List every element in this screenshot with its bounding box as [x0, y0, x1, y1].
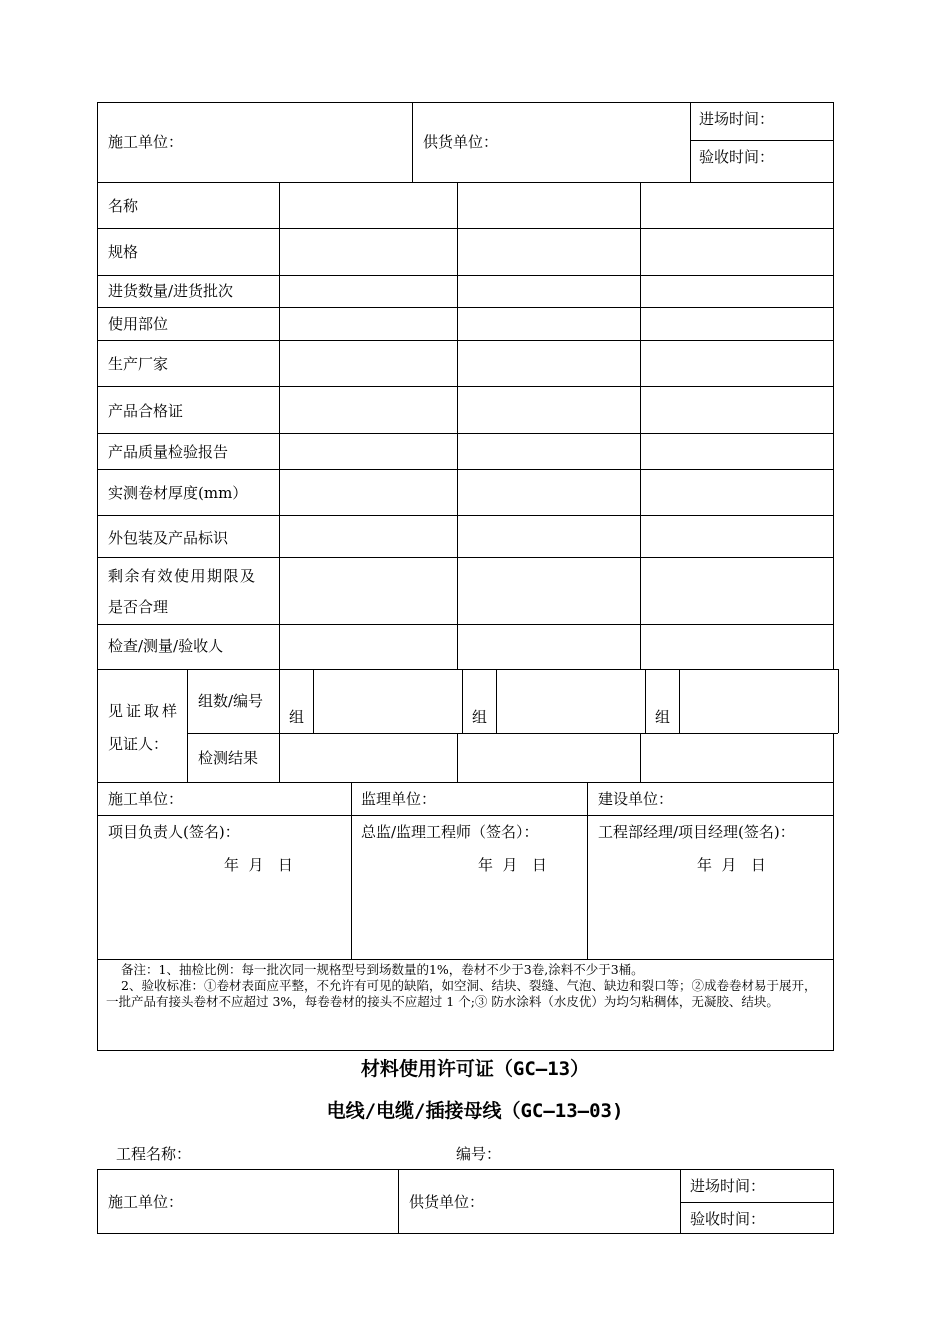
construction-unit-label: 施工单位： [108, 133, 184, 151]
witness-label-line1: 见证取样 [108, 702, 181, 720]
sign-supervision-unit: 监理单位： [361, 790, 437, 808]
section2-supplier-unit: 供货单位： [409, 1193, 485, 1211]
row-label-inspector: 检查/测量/验收人 [108, 637, 224, 655]
supplier-unit-label: 供货单位： [423, 133, 499, 151]
chief-supervisor-signature: 总监/监理工程师（签名）： [361, 823, 539, 841]
row-label-certificate: 产品合格证 [108, 402, 184, 420]
section-title-wire-cable: 电线/电缆/插接母线（GC—13—03) [326, 1100, 624, 1122]
section2-construction-unit: 施工单位： [108, 1193, 184, 1211]
entry-time-label: 进场时间： [699, 110, 775, 128]
witness-label-line2: 见证人： [108, 735, 169, 753]
number-label: 编号： [456, 1145, 502, 1163]
acceptance-time-label: 验收时间： [699, 148, 775, 166]
group-char-3: 组 [655, 708, 671, 726]
row-label-validity-line1: 剩余有效使用期限及 [108, 567, 257, 585]
row-label-quality-report: 产品质量检验报告 [108, 443, 229, 461]
section2-entry-time: 进场时间： [690, 1177, 766, 1195]
row-label-thickness: 实测卷材厚度(mm） [108, 484, 248, 502]
sign-construction-unit: 施工单位： [108, 790, 184, 808]
remarks-line1: 备注：1、抽检比例：每一批次同一规格型号到场数量的1%，卷材不少于3卷,涂料不少于3桶。 [121, 962, 644, 977]
manager-signature: 工程部经理/项目经理(签名)： [598, 823, 795, 841]
group-char-2: 组 [472, 708, 488, 726]
group-number-label: 组数/编号 [198, 692, 264, 710]
row-label-manufacturer: 生产厂家 [108, 355, 169, 373]
test-result-label: 检测结果 [198, 749, 259, 767]
section-title-permit: 材料使用许可证（GC—13） [360, 1058, 590, 1080]
row-label-packaging: 外包装及产品标识 [108, 529, 229, 547]
row-label-usage-location: 使用部位 [108, 315, 169, 333]
project-leader-signature: 项目负责人(签名)： [108, 823, 240, 841]
sign-owner-unit: 建设单位： [598, 790, 674, 808]
remarks-line2: 2、验收标准：①卷材表面应平整，不允许有可见的缺陷，如空洞、结块、裂缝、气泡、缺边和裂口等；②成卷卷材易于展开，一批产品有接头卷材不应超过 3%，每卷卷材的接头不应超过 1 个;③ 防水涂料（水皮优）为均匀粘稠体，无凝胶、结块。 [106, 978, 817, 1009]
row-label-name: 名称 [108, 197, 139, 215]
section2-acceptance-time: 验收时间： [690, 1210, 766, 1228]
date-1: 年 月 日 [224, 856, 293, 874]
date-3: 年 月 日 [697, 856, 766, 874]
row-label-quantity-batch: 进货数量/进货批次 [108, 282, 234, 300]
row-label-validity-line2: 是否合理 [108, 598, 169, 616]
project-name-label: 工程名称： [116, 1145, 192, 1163]
date-2: 年 月 日 [478, 856, 547, 874]
group-char-1: 组 [289, 708, 305, 726]
row-label-spec: 规格 [108, 243, 139, 261]
